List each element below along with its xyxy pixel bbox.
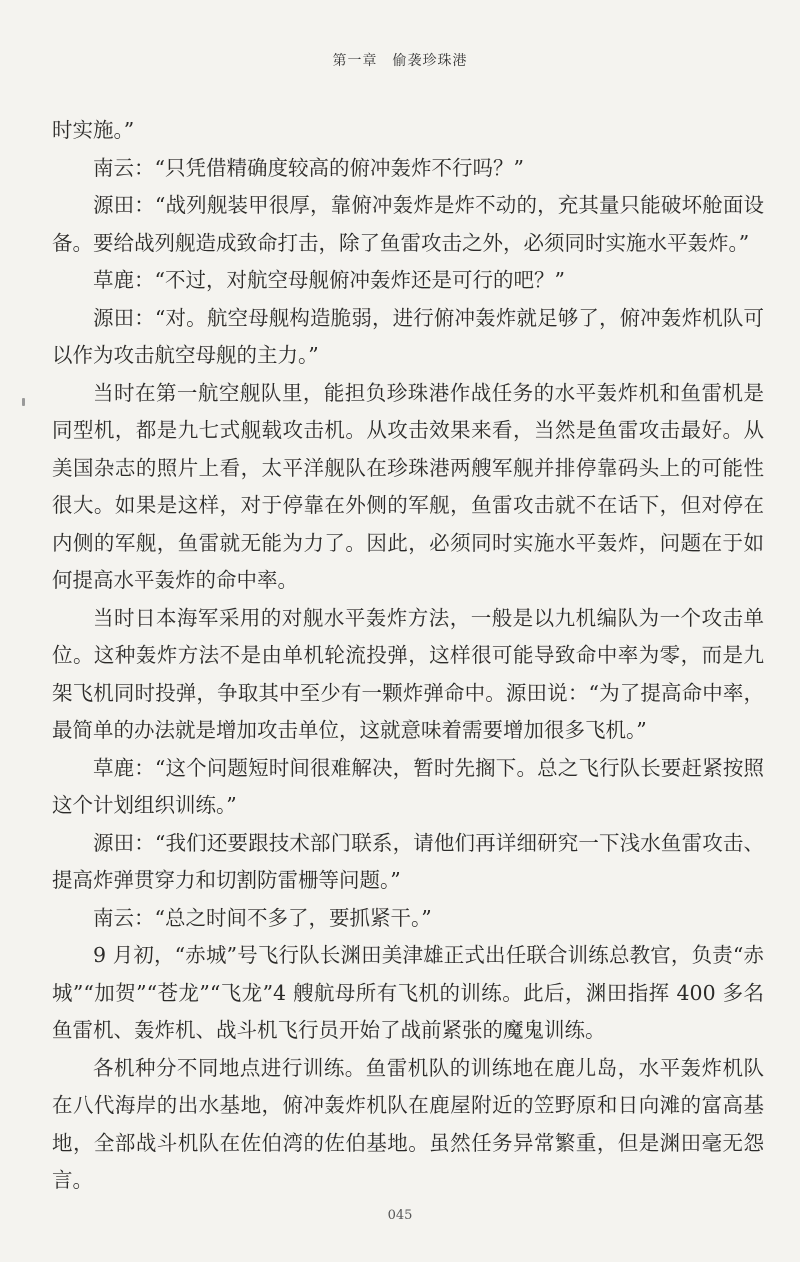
paragraph: 时实施。” [52,118,135,142]
paragraph: 草鹿：“不过，对航空母舰俯冲轰炸还是可行的吧？” [93,268,565,292]
paragraph: 当时日本海军采用的对舰水平轰炸方法，一般是以九机编队为一个攻击单位。这种轰炸方法不是由单机轮流投弹，这样很可能导致命中率为零，而是九架飞机同时投弹，争取其中至少有一颗炸弹命中。源田说：“为了提高命中率，最简单的办法就是增加攻击单位，这就意味着需要增加很多飞机。” [52,605,764,742]
paragraph: 南云：“总之时间不多了，要抓紧干。” [93,905,432,930]
paragraph: 南云：“只凭借精确度较高的俯冲轰炸不行吗？” [93,155,524,180]
paragraph: 各机种分不同地点进行训练。鱼雷机队的训练地在鹿儿岛，水平轰炸机队在八代海岸的出水基地，俯冲轰炸机队在鹿屋附近的笠野原和日向滩的富高基地，全部战斗机队在佐伯湾的佐伯基地。虽然任务异常繁重，但是渊田毫无怨言。 [52,1055,764,1192]
body-text [52,112,764,1200]
running-header: 第一章 偷袭珍珠港 [332,53,468,69]
page-number: 045 [387,1208,413,1223]
paragraph: 源田：“对。航空母舰构造脆弱，进行俯冲轰炸就足够了，俯冲轰炸机队可以作为攻击航空母舰的主力。” [52,305,764,367]
paragraph: 9 月初，“赤城”号飞行队长渊田美津雄正式出任联合训练总教官，负责“赤城”“加贺”“苍龙”“飞龙”4 艘航母所有飞机的训练。此后，渊田指挥 400 多名鱼雷机、轰炸机、战斗机飞行员开始了战前紧张的魔鬼训练。 [52,943,764,1042]
paragraph: 当时在第一航空舰队里，能担负珍珠港作战任务的水平轰炸机和鱼雷机是同型机，都是九七式舰载攻击机。从攻击效果来看，当然是鱼雷攻击最好。从美国杂志的照片上看，太平洋舰队在珍珠港两艘军舰并排停靠码头上的可能性很大。如果是这样，对于停靠在外侧的军舰，鱼雷攻击就不在话下，但对停在内侧的军舰，鱼雷就无能为力了。因此，必须同时实施水平轰炸，问题在于如何提高水平轰炸的命中率。 [52,380,764,592]
paragraph: 源田：“战列舰装甲很厚，靠俯冲轰炸是炸不动的，充其量只能破坏舱面设备。要给战列舰造成致命打击，除了鱼雷攻击之外，必须同时实施水平轰炸。” [52,193,764,255]
paragraph: 源田：“我们还要跟技术部门联系，请他们再详细研究一下浅水鱼雷攻击、提高炸弹贯穿力和切割防雷栅等问题。” [52,830,764,892]
paragraph: 草鹿：“这个问题短时间很难解决，暂时先搁下。总之飞行队长要赶紧按照这个计划组织训练。” [52,755,764,817]
margin-mark [22,398,25,406]
